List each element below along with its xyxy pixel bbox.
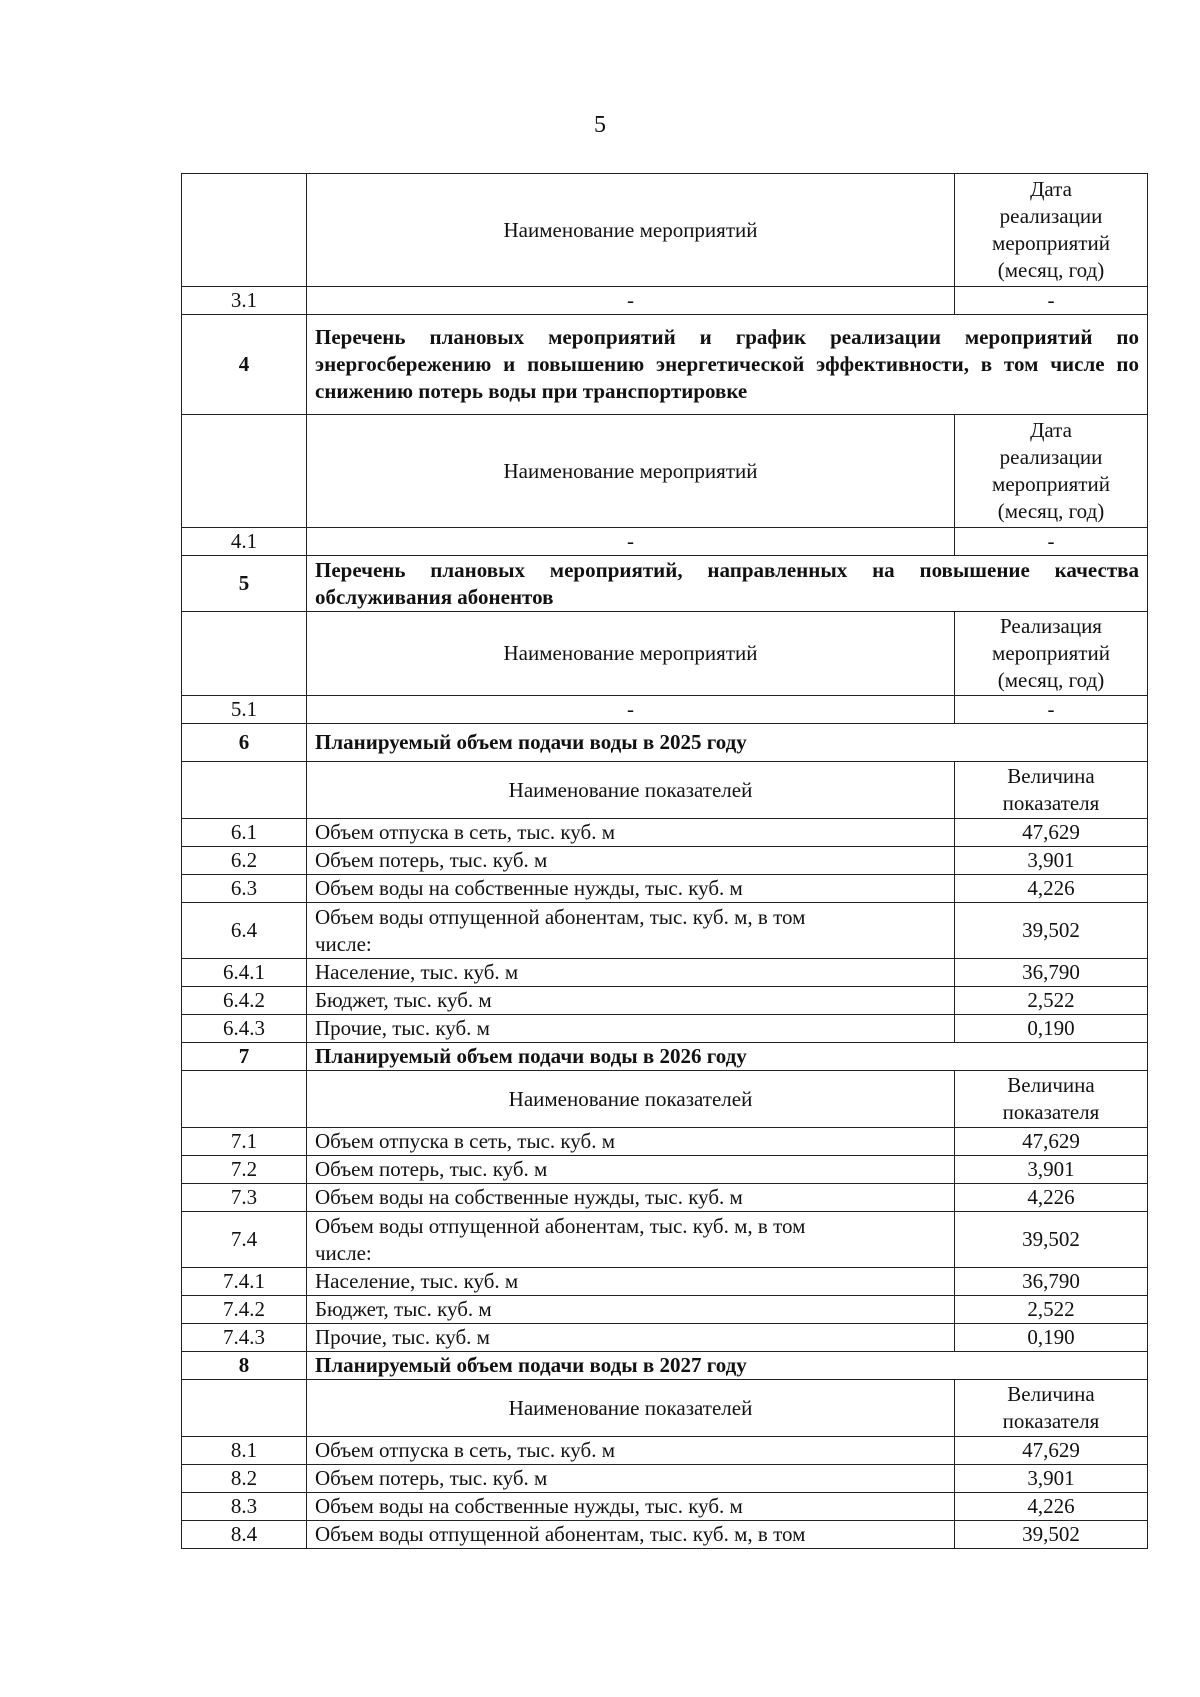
section-num: 5 xyxy=(182,556,307,612)
row-name: Объем воды отпущенной абонентам, тыс. куб. м, в том xyxy=(307,1521,955,1549)
row-value: 39,502 xyxy=(955,903,1148,959)
table-row xyxy=(182,287,1148,315)
row-num: 4.1 xyxy=(182,528,307,556)
row-name: - xyxy=(307,287,955,315)
row-name: Объем потерь, тыс. куб. м xyxy=(307,1465,955,1493)
row-name: Объем воды отпущенной абонентам, тыс. куб. м, в том числе: xyxy=(307,903,955,959)
section-row-4 xyxy=(182,315,1148,415)
row-value: - xyxy=(955,287,1148,315)
header-name-cell: Наименование показателей xyxy=(307,1380,955,1437)
row-name: Прочие, тыс. куб. м xyxy=(307,1015,955,1043)
row-name: Объем потерь, тыс. куб. м xyxy=(307,1156,955,1184)
row-num: 7.1 xyxy=(182,1128,307,1156)
header-num-cell xyxy=(182,1071,307,1128)
row-name: Население, тыс. куб. м xyxy=(307,1268,955,1296)
row-name: Объем воды отпущенной абонентам, тыс. куб. м, в том числе: xyxy=(307,1212,955,1268)
table-row xyxy=(182,1128,1148,1156)
table-header-row xyxy=(182,174,1148,287)
header-name-cell: Наименование мероприятий xyxy=(307,174,955,287)
section-num: 7 xyxy=(182,1043,307,1071)
section-title: Планируемый объем подачи воды в 2026 году xyxy=(307,1043,1148,1071)
header-name-cell: Наименование мероприятий xyxy=(307,612,955,696)
row-value: 47,629 xyxy=(955,1128,1148,1156)
header-num-cell xyxy=(182,612,307,696)
section-row-6 xyxy=(182,724,1148,762)
row-num: 8.4 xyxy=(182,1521,307,1549)
row-value: - xyxy=(955,528,1148,556)
row-num: 7.2 xyxy=(182,1156,307,1184)
row-num: 6.4.1 xyxy=(182,959,307,987)
row-value: 4,226 xyxy=(955,875,1148,903)
header-num-cell xyxy=(182,415,307,528)
header-num-cell xyxy=(182,762,307,819)
row-value: 39,502 xyxy=(955,1212,1148,1268)
row-value: 36,790 xyxy=(955,1268,1148,1296)
plan-table xyxy=(181,173,1148,1549)
table-header-row xyxy=(182,1380,1148,1437)
table-row xyxy=(182,1465,1148,1493)
row-value: 4,226 xyxy=(955,1184,1148,1212)
row-num: 6.4 xyxy=(182,903,307,959)
table-row xyxy=(182,1156,1148,1184)
table-row xyxy=(182,696,1148,724)
table-row xyxy=(182,903,1148,959)
row-value: 47,629 xyxy=(955,1437,1148,1465)
row-name: - xyxy=(307,528,955,556)
table-header-row xyxy=(182,762,1148,819)
row-name: Объем воды на собственные нужды, тыс. куб. м xyxy=(307,1184,955,1212)
header-name-cell: Наименование мероприятий xyxy=(307,415,955,528)
header-value-cell: Величина показателя xyxy=(955,762,1148,819)
row-value: 36,790 xyxy=(955,959,1148,987)
row-name: Объем воды на собственные нужды, тыс. куб. м xyxy=(307,875,955,903)
row-name: Объем отпуска в сеть, тыс. куб. м xyxy=(307,1128,955,1156)
row-value: 2,522 xyxy=(955,987,1148,1015)
header-date-cell: Дата реализации мероприятий (месяц, год) xyxy=(955,415,1148,528)
row-value: 4,226 xyxy=(955,1493,1148,1521)
table-row xyxy=(182,1184,1148,1212)
row-num: 6.1 xyxy=(182,819,307,847)
row-name: Прочие, тыс. куб. м xyxy=(307,1324,955,1352)
row-value: 47,629 xyxy=(955,819,1148,847)
table-row xyxy=(182,1437,1148,1465)
row-num: 6.4.3 xyxy=(182,1015,307,1043)
section-num: 6 xyxy=(182,724,307,762)
row-name: Бюджет, тыс. куб. м xyxy=(307,987,955,1015)
header-name-cell: Наименование показателей xyxy=(307,1071,955,1128)
table-row xyxy=(182,528,1148,556)
table-header-row xyxy=(182,1071,1148,1128)
row-value: 3,901 xyxy=(955,1156,1148,1184)
row-num: 8.2 xyxy=(182,1465,307,1493)
header-value-cell: Величина показателя xyxy=(955,1071,1148,1128)
table-row xyxy=(182,1296,1148,1324)
row-value: 3,901 xyxy=(955,847,1148,875)
row-value: - xyxy=(955,696,1148,724)
header-num-cell xyxy=(182,174,307,287)
row-num: 6.3 xyxy=(182,875,307,903)
table-row xyxy=(182,959,1148,987)
section-row-8 xyxy=(182,1352,1148,1380)
section-num: 8 xyxy=(182,1352,307,1380)
row-value: 0,190 xyxy=(955,1015,1148,1043)
table-row xyxy=(182,847,1148,875)
table-row xyxy=(182,875,1148,903)
table-row xyxy=(182,1324,1148,1352)
row-num: 7.4.1 xyxy=(182,1268,307,1296)
header-date-cell: Дата реализации мероприятий (месяц, год) xyxy=(955,174,1148,287)
table-row xyxy=(182,819,1148,847)
section-row-5 xyxy=(182,556,1148,612)
row-num: 3.1 xyxy=(182,287,307,315)
section-title: Планируемый объем подачи воды в 2027 году xyxy=(307,1352,1148,1380)
table-row xyxy=(182,1268,1148,1296)
row-name: Объем воды на собственные нужды, тыс. куб. м xyxy=(307,1493,955,1521)
row-name: - xyxy=(307,696,955,724)
section-title: Планируемый объем подачи воды в 2025 году xyxy=(307,724,1148,762)
page-number: 5 xyxy=(594,112,606,138)
row-num: 8.3 xyxy=(182,1493,307,1521)
table-header-row xyxy=(182,415,1148,528)
section-title: Перечень плановых мероприятий, направленных на повышение качества обслуживания абонентов xyxy=(307,556,1148,612)
table-row xyxy=(182,1493,1148,1521)
row-num: 7.4.2 xyxy=(182,1296,307,1324)
row-value: 0,190 xyxy=(955,1324,1148,1352)
row-name: Объем отпуска в сеть, тыс. куб. м xyxy=(307,1437,955,1465)
row-name: Объем потерь, тыс. куб. м xyxy=(307,847,955,875)
table-row xyxy=(182,1521,1148,1549)
row-num: 7.3 xyxy=(182,1184,307,1212)
plan-table-body xyxy=(182,174,1148,1549)
row-value: 39,502 xyxy=(955,1521,1148,1549)
row-name: Население, тыс. куб. м xyxy=(307,959,955,987)
section-num: 4 xyxy=(182,315,307,415)
header-num-cell xyxy=(182,1380,307,1437)
row-num: 5.1 xyxy=(182,696,307,724)
row-num: 8.1 xyxy=(182,1437,307,1465)
section-title: Перечень плановых мероприятий и график реализации мероприятий по энергосбережению и повышению энергетической эффективности, в том числе по снижению потерь воды при транспортировке xyxy=(307,315,1148,415)
header-name-cell: Наименование показателей xyxy=(307,762,955,819)
header-value-cell: Величина показателя xyxy=(955,1380,1148,1437)
row-name: Бюджет, тыс. куб. м xyxy=(307,1296,955,1324)
section-row-7 xyxy=(182,1043,1148,1071)
row-value: 3,901 xyxy=(955,1465,1148,1493)
table-header-row xyxy=(182,612,1148,696)
row-num: 6.4.2 xyxy=(182,987,307,1015)
row-num: 7.4.3 xyxy=(182,1324,307,1352)
header-date-cell: Реализация мероприятий (месяц, год) xyxy=(955,612,1148,696)
table-row xyxy=(182,1015,1148,1043)
row-name: Объем отпуска в сеть, тыс. куб. м xyxy=(307,819,955,847)
table-row xyxy=(182,1212,1148,1268)
row-num: 7.4 xyxy=(182,1212,307,1268)
row-num: 6.2 xyxy=(182,847,307,875)
row-value: 2,522 xyxy=(955,1296,1148,1324)
table-row xyxy=(182,987,1148,1015)
